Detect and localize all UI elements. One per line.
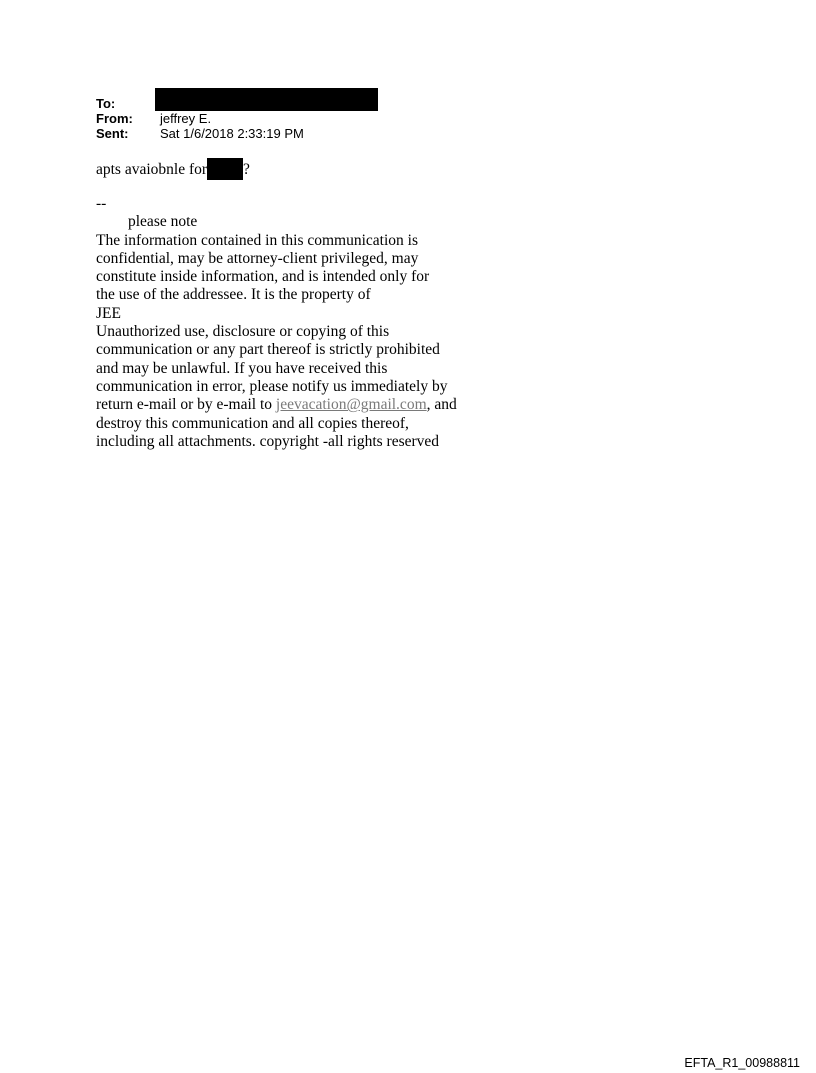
inline-redaction-box <box>207 158 243 180</box>
from-value: jeffrey E. <box>160 111 212 126</box>
disclaimer-line: JEE <box>96 304 121 322</box>
disclaimer-line: Unauthorized use, disclosure or copying of this <box>96 323 390 341</box>
note-heading: please note <box>128 213 198 231</box>
disclaimer-line: destroy this communication and all copies thereof, <box>96 414 409 432</box>
message-first-line-end: ? <box>243 161 250 178</box>
message-first-line <box>96 158 250 180</box>
from-label: From: <box>96 111 133 126</box>
document-id-footer: EFTA_R1_00988811 <box>684 1056 800 1070</box>
disclaimer-line: and may be unlawful. If you have received this <box>96 359 388 377</box>
from-row <box>96 111 304 126</box>
disclaimer-line: including all attachments. copyright -all rights reserved <box>96 432 440 450</box>
disclaimer-line: communication in error, please notify us immediately by <box>96 377 448 395</box>
disclaimer-line: the use of the addressee. It is the property of <box>96 286 371 304</box>
disclaimer-line: communication or any part thereof is strictly prohibited <box>96 341 440 359</box>
to-label: To: <box>96 96 116 111</box>
signature-separator: -- <box>96 195 107 212</box>
disclaimer-line: confidential, may be attorney-client privileged, may <box>96 249 419 267</box>
sent-row <box>96 126 304 141</box>
sent-value: Sat 1/6/2018 2:33:19 PM <box>160 126 304 141</box>
return-line-suffix: , and <box>426 396 457 414</box>
message-body <box>96 195 536 451</box>
sent-label: Sent: <box>96 126 129 141</box>
disclaimer-return-line <box>96 396 536 414</box>
disclaimer-line: constitute inside information, and is intended only for <box>96 268 430 286</box>
disclaimer-line: The information contained in this communication is <box>96 231 418 249</box>
contact-email-link[interactable]: jeevacation@gmail.com <box>275 396 427 414</box>
email-header <box>96 96 304 141</box>
to-row <box>96 96 304 111</box>
return-line-prefix: return e-mail or by e-mail to <box>96 396 276 414</box>
message-first-line-text: apts avaiobnle for <box>96 161 208 178</box>
